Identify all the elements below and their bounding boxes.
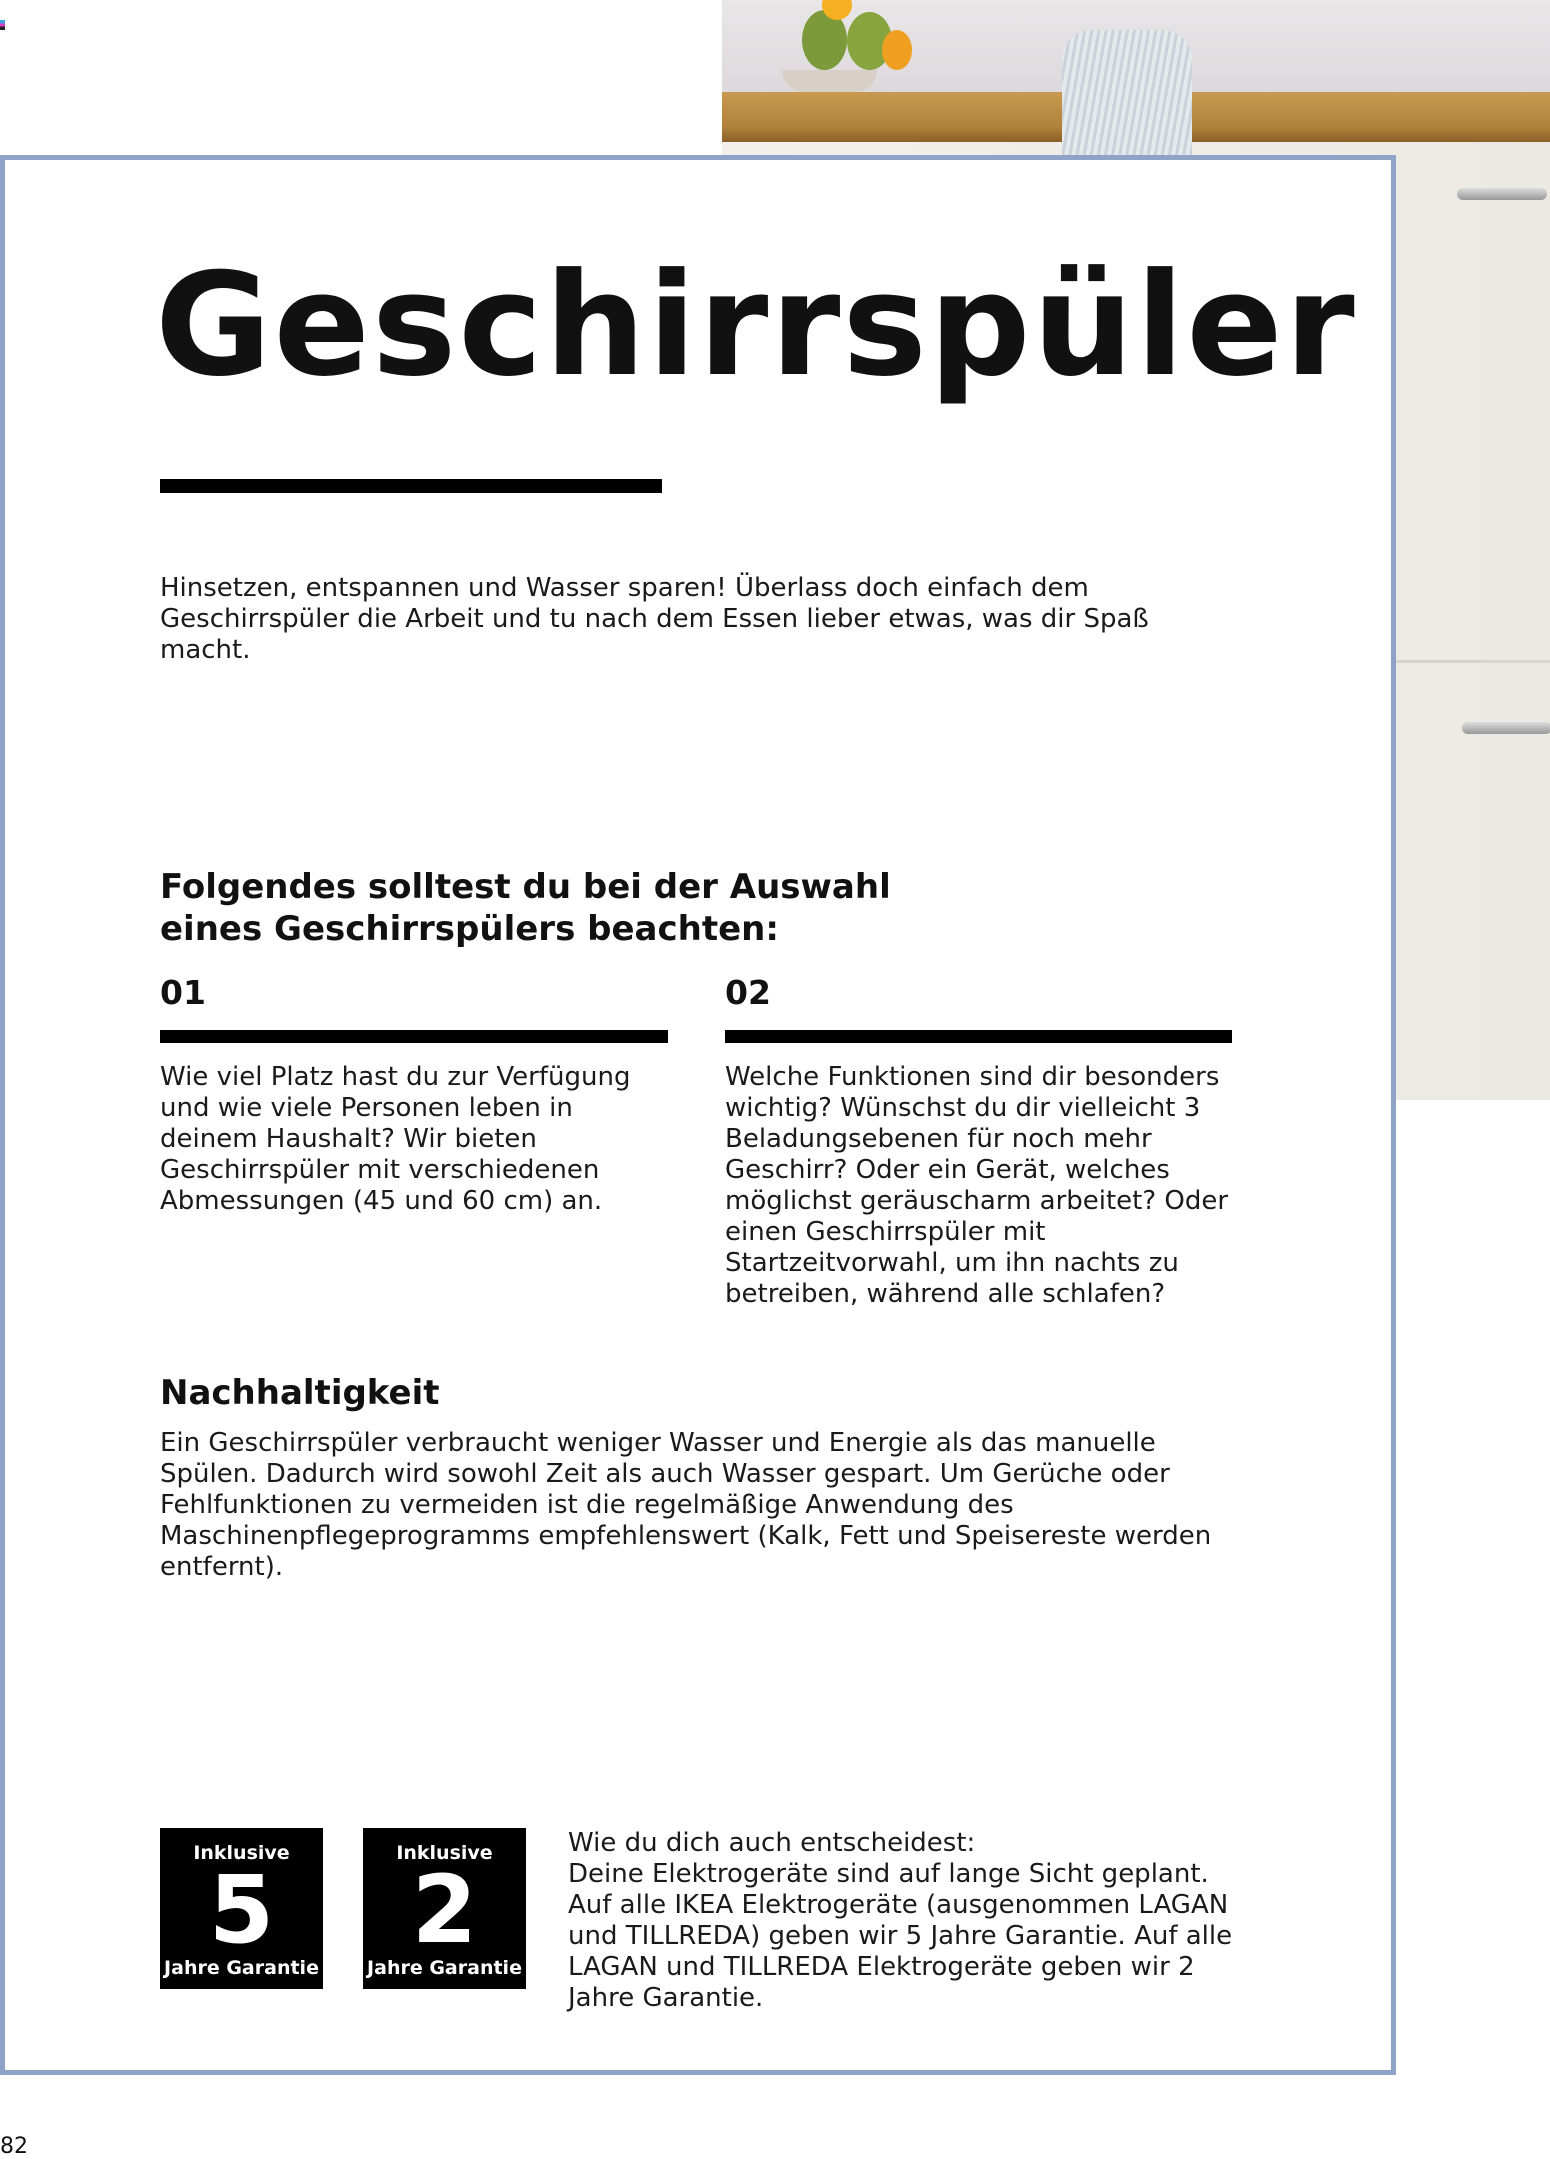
title-underline (160, 479, 662, 493)
item-number-02: 02 (725, 973, 771, 1012)
page-title: Geschirrspüler (155, 243, 1357, 408)
item-divider-02 (725, 1030, 1232, 1043)
badge-label-top: Inklusive (396, 1842, 493, 1864)
guide-heading-line1: Folgendes solltest du bei der Auswahl (160, 867, 891, 907)
sustainability-heading: Nachhaltigkeit (160, 1373, 440, 1413)
item-text-01: Wie viel Platz hast du zur Verfügung und wie viele Personen leben in deinem Haushalt? Wir bieten Geschirrspüler mit verschiedenen Abmessungen (45 und 60 cm) an. (160, 1062, 631, 1216)
page-number: 82 (0, 2134, 28, 2159)
badge-label-bottom: Jahre Garantie (164, 1957, 319, 1979)
item-number-01: 01 (160, 973, 206, 1012)
warranty-lead: Wie du dich auch entscheidest: (568, 1828, 976, 1858)
warranty-badge-5-years (160, 1828, 323, 1989)
warranty-text (568, 1828, 1258, 2014)
intro-text: Hinsetzen, entspannen und Wasser sparen! Überlass doch einfach dem Geschirrspüler die Arbeit und tu nach dem Essen lieber etwas, was dir Spaß macht. (160, 573, 1149, 665)
badge-number: 5 (208, 1856, 275, 1965)
warranty-body: Deine Elektrogeräte sind auf lange Sicht geplant. Auf alle IKEA Elektrogeräte (ausgenommen LAGAN und TILLREDA) geben wir 5 Jahre Garantie. Auf alle LAGAN und TILLREDA Elektrogeräte geben wir 2 Jahre Garantie. (568, 1859, 1233, 2013)
print-color-marks (0, 20, 5, 30)
item-divider-01 (160, 1030, 668, 1043)
sustainability-text: Ein Geschirrspüler verbraucht weniger Wasser und Energie als das manuelle Spülen. Dadurch wird sowohl Zeit als auch Wasser gespart. Um Gerüche oder Fehlfunktionen zu vermeiden ist die regelmäßige Anwendung des Maschinenpflegeprogramms empfehlenswert (Kalk, Fett und Speisereste werden entfernt). (160, 1428, 1212, 1582)
badge-label-bottom: Jahre Garantie (367, 1957, 522, 1979)
badge-number: 2 (411, 1856, 478, 1965)
guide-heading-line2: eines Geschirrspülers beachten: (160, 909, 779, 949)
badge-label-top: Inklusive (193, 1842, 290, 1864)
guide-heading (160, 866, 891, 950)
item-text-02: Welche Funktionen sind dir besonders wichtig? Wünschst du dir vielleicht 3 Beladungsebenen für noch mehr Geschirr? Oder ein Gerät, welches möglichst geräuscharm arbeitet? Oder einen Geschirrspüler mit Startzeitvorwahl, um ihn nachts zu betreiben, während alle schlafen? (725, 1062, 1229, 1309)
warranty-badge-2-years (363, 1828, 526, 1989)
